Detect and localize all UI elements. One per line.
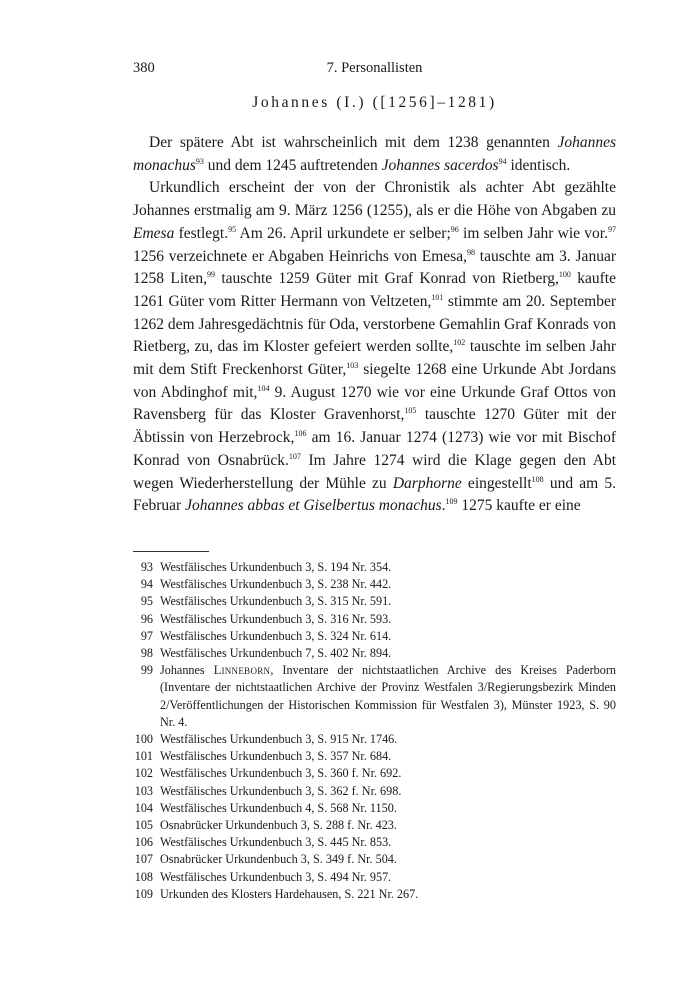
text-run: Westfälisches Urkundenbuch 4, S. 568 Nr. 1150. <box>160 800 397 815</box>
footnote-number: 96 <box>140 611 153 626</box>
footnote <box>133 817 616 834</box>
text-run: Urkunden des Klosters Hardehausen, S. 221 Nr. 267. <box>160 886 419 901</box>
footnote-text <box>160 886 616 903</box>
text-run: am 16. Januar 1274 (1273) wie vor mit Bischof Konrad von Osnabrück. <box>133 429 616 469</box>
footnote-text <box>160 783 616 800</box>
running-head: 7. Personallisten <box>326 60 423 76</box>
text-run: Osnabrücker Urkundenbuch 3, S. 349 f. Nr. 504. <box>160 852 397 867</box>
text-run: Westfälisches Urkundenbuch 3, S. 445 Nr. 853. <box>160 835 392 850</box>
text-run: festlegt. <box>174 224 229 242</box>
footnote-text <box>160 765 616 782</box>
text-run: und am 5. Februar <box>133 474 617 515</box>
text-run: tauschte 1259 Güter mit Graf Konrad von Rietberg, <box>214 270 559 288</box>
text-run: , Inventare der nichtstaatlichen Archive des Kreises Paderborn (Inventare der nichtstaatlichen Archive der Provinz Westfalen 3/Regierungsbezirk Minden 2/Veröffentlichungen der Historischen Kommission für Westfalen 3), Münster 1923, S. 90 Nr. 4. <box>160 663 616 729</box>
footnote-ref: 102 <box>453 338 466 348</box>
footnote-ref: 100 <box>558 270 571 280</box>
footnote-ref: 109 <box>445 497 458 507</box>
text-run: Westfälisches Urkundenbuch 3, S. 357 Nr. 684. <box>160 749 392 764</box>
footnote-number: 106 <box>134 835 153 850</box>
text-run: Der spätere Abt ist wahrscheinlich mit dem 1238 genannten <box>149 134 558 151</box>
footnote-text <box>160 662 616 731</box>
text-run: kaufte 1261 Güter vom Ritter Hermann von Veltzeten, <box>133 270 616 310</box>
footnote <box>133 731 616 748</box>
page-header <box>133 60 616 80</box>
footnote-ref: 103 <box>346 361 359 371</box>
text-run: tauschte 1270 Güter mit der Äbtissin von Herzebrock, <box>133 406 616 447</box>
text-run: siegelte 1268 eine Urkunde Abt Jordans von Abdinghof mit, <box>133 361 617 401</box>
footnote <box>133 765 616 782</box>
footnote <box>133 576 616 593</box>
footnote <box>133 851 616 868</box>
text-run: identisch. <box>506 156 571 174</box>
footnote <box>133 645 616 662</box>
footnote-ref: 96 <box>450 224 459 234</box>
italic-text: Johannes sacerdos <box>381 156 499 174</box>
footnote-number: 93 <box>140 559 153 574</box>
text-run: im selben Jahr wie vor. <box>458 224 608 242</box>
text-run: Westfälisches Urkundenbuch 3, S. 316 Nr. 593. <box>160 611 392 626</box>
footnote-ref: 94 <box>498 156 507 166</box>
text-run: . <box>441 497 446 515</box>
italic-text: Darphorne <box>392 474 462 492</box>
footnote-number: 102 <box>134 766 153 781</box>
footnote-ref: 98 <box>466 247 475 257</box>
footnote-divider <box>133 551 209 552</box>
footnote-number: 100 <box>134 731 153 746</box>
text-run: tauschte im selben Jahr mit dem Stift Freckenhorst Güter, <box>133 338 616 379</box>
footnote <box>133 611 616 628</box>
text-run: 9. August 1270 wie vor eine Urkunde Graf Ottos von Ravensberg für das Kloster Gravenhorst, <box>133 383 616 424</box>
italic-text: Johannes abbas et Giselbertus monachus <box>185 497 442 515</box>
footnote-text <box>160 576 616 593</box>
text-run: Westfälisches Urkundenbuch 3, S. 494 Nr. 957. <box>160 869 392 884</box>
footnote-number: 103 <box>134 783 153 798</box>
footnote-text <box>160 869 616 886</box>
text-run: Westfälisches Urkundenbuch 3, S. 360 f. Nr. 692. <box>160 766 402 781</box>
footnote-text <box>160 800 616 817</box>
section-title: Johannes (I.) ([1256]–1281) <box>252 94 497 111</box>
footnote-ref: 101 <box>431 292 444 302</box>
footnote <box>133 628 616 645</box>
italic-text: Emesa <box>133 224 175 242</box>
author-name: Linneborn <box>213 663 271 678</box>
footnote-text <box>160 748 616 765</box>
text-run: Westfälisches Urkundenbuch 3, S. 238 Nr. 442. <box>160 577 392 592</box>
text-run: 1256 verzeichnete er Abgaben Heinrichs von Emesa, <box>133 247 467 265</box>
text-run: Urkundlich erscheint der von der Chronistik als achter Abt gezählte Johannes erstmalig am 9. März 1256 (1255), als er die Höhe von Abgaben zu <box>133 179 616 220</box>
text-run: Osnabrücker Urkundenbuch 3, S. 288 f. Nr. 423. <box>160 818 397 832</box>
text-run: eingestellt <box>461 474 532 492</box>
footnote-ref: 99 <box>206 270 215 280</box>
page-number: 380 <box>133 60 155 76</box>
footnote-text <box>160 645 616 662</box>
body-text <box>133 132 616 518</box>
footnote <box>133 559 616 576</box>
footnote <box>133 869 616 886</box>
footnote-text <box>160 817 616 834</box>
italic-text: Johannes monachus <box>133 134 616 174</box>
footnote-number: 108 <box>134 869 153 884</box>
footnote-ref: 95 <box>228 224 237 234</box>
footnote-text <box>160 834 616 851</box>
footnote-text <box>160 559 616 576</box>
footnote <box>133 593 616 610</box>
footnote-number: 101 <box>134 749 153 764</box>
text-run: 1275 kaufte er eine <box>457 497 581 515</box>
footnote-number: 107 <box>134 852 153 867</box>
footnote-ref: 104 <box>257 383 270 393</box>
page <box>133 60 616 903</box>
footnote-text <box>160 593 616 610</box>
footnote <box>133 783 616 800</box>
footnote-text <box>160 731 616 748</box>
footnote-ref: 108 <box>531 474 544 484</box>
footnotes <box>133 559 616 903</box>
text-run: und dem 1245 auftretenden <box>203 156 382 174</box>
text-run: Westfälisches Urkundenbuch 3, S. 315 Nr. 591. <box>160 594 392 609</box>
text-run: Johannes <box>160 663 214 678</box>
footnote-number: 104 <box>134 800 153 815</box>
text-run: Am 26. April urkundete er selber; <box>236 224 451 242</box>
footnote <box>133 748 616 765</box>
footnote-number: 109 <box>134 886 153 901</box>
text-run: Westfälisches Urkundenbuch 3, S. 362 f. Nr. 698. <box>160 783 402 798</box>
footnote-ref: 106 <box>294 429 307 439</box>
paragraph <box>133 177 616 518</box>
text-run: Westfälisches Urkundenbuch 3, S. 915 Nr. 1746. <box>160 731 398 746</box>
footnote-text <box>160 628 616 645</box>
footnote-ref: 107 <box>288 451 301 461</box>
text-run: stimmte am 20. September 1262 dem Jahresgedächtnis für Oda, verstorbene Gemahlin Graf Konrads von Rietberg, zu, das im Kloster gefeiert werden sollte, <box>133 292 616 356</box>
text-run: Westfälisches Urkundenbuch 7, S. 402 Nr. 894. <box>160 645 392 660</box>
footnote-number: 97 <box>140 628 153 643</box>
text-run: Westfälisches Urkundenbuch 3, S. 324 Nr. 614. <box>160 628 392 643</box>
footnote-number: 99 <box>140 663 153 678</box>
footnote-number: 105 <box>134 818 153 832</box>
text-run: Im Jahre 1274 wird die Klage gegen den Abt wegen Wiederherstellung der Mühle zu <box>133 451 617 492</box>
footnote <box>133 834 616 851</box>
footnote <box>133 886 616 903</box>
text-run: Westfälisches Urkundenbuch 3, S. 194 Nr. 354. <box>160 559 392 574</box>
footnote <box>133 662 616 731</box>
footnote-ref: 97 <box>608 224 616 234</box>
footnote-text <box>160 851 616 868</box>
footnote-number: 95 <box>140 594 153 609</box>
footnote-ref: 93 <box>195 156 204 166</box>
footnote-ref: 105 <box>404 406 417 416</box>
footnote <box>133 800 616 817</box>
footnote-text <box>160 611 616 628</box>
paragraph <box>133 132 616 177</box>
footnote-number: 98 <box>140 645 153 660</box>
text-run: tauschte am 3. Januar 1258 Liten, <box>133 247 616 288</box>
footnote-number: 94 <box>140 577 153 592</box>
